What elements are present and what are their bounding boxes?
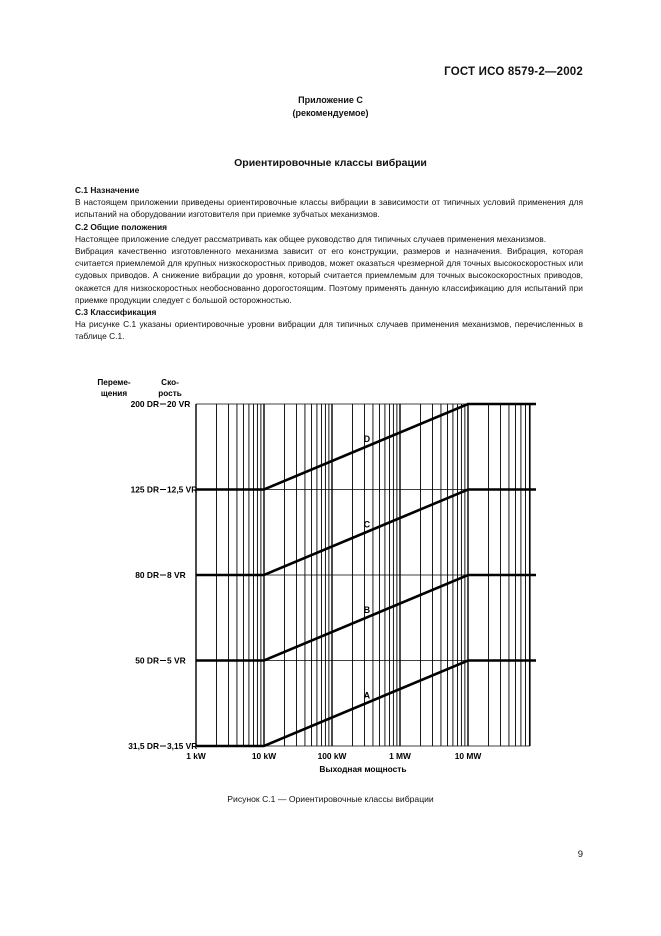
right-axis-tick-label: 20 VR (167, 399, 191, 409)
x-axis-tick-label: 100 kW (317, 751, 347, 761)
left-axis-title-line2: щения (100, 389, 128, 398)
series-line-b (196, 575, 536, 661)
right-axis-tick-label: 12,5 VR (167, 484, 198, 495)
right-axis-tick-label: 5 VR (167, 655, 186, 666)
right-axis-tick-label: 8 VR (167, 570, 186, 580)
right-axis-title-line2: рость (158, 389, 182, 398)
left-axis-tick-label: 125 DR (130, 484, 159, 495)
x-axis-tick-label: 1 MW (389, 751, 411, 761)
x-axis-tick-label: 1 kW (186, 751, 206, 761)
annex-name: Приложение С (298, 95, 363, 105)
left-axis-title-line1: Переме- (97, 378, 131, 387)
figure-caption: Рисунок С.1 — Ориентировочные классы вибрации (227, 794, 434, 804)
document-code: ГОСТ ИСО 8579-2—2002 (444, 66, 583, 78)
section-title: Ориентировочные классы вибрации (234, 157, 427, 169)
x-axis-tick-label: 10 MW (454, 751, 482, 761)
series-label: B (363, 605, 371, 616)
left-axis-tick-label: 50 DR (135, 655, 159, 666)
series-label: C (363, 519, 371, 530)
series-line-d (196, 404, 536, 490)
section-heading-c1: С.1 Назначение (75, 185, 140, 195)
chart-labels (97, 378, 481, 774)
annex-status: (рекомендуемое) (292, 108, 369, 118)
series-label: A (363, 690, 371, 701)
right-axis-tick-label: 3,15 VR (167, 741, 198, 751)
left-axis-tick-label: 80 DR (135, 570, 159, 580)
series-label: D (363, 434, 371, 445)
section-heading-c3: С.3 Классификация (75, 307, 157, 318)
left-axis-tick-label: 200 DR (130, 399, 159, 409)
right-axis-title-line1: Ско- (161, 378, 179, 387)
series-line-a (196, 661, 536, 747)
left-axis-tick-label: 31,5 DR (128, 741, 159, 751)
x-axis-tick-label: 10 kW (251, 751, 277, 761)
section-heading-c2: С.2 Общие положения (75, 221, 168, 232)
paragraph: На рисунке С.1 указаны ориентировочные уровни вибрации для типичных случаев применения механизмов, перечисленных в таблице С.1. (75, 319, 583, 342)
page-number: 9 (577, 849, 583, 860)
paragraph: Настоящее приложение следует рассматривать как общее руководство для типичных случаев применения механизмов. (75, 233, 547, 244)
x-axis-title: Выходная мощность (319, 764, 407, 774)
series-line-c (196, 490, 536, 576)
paragraph: В настоящем приложении приведены ориентировочные классы вибрации в зависимости от типичных условий применения для испытаний на оборудовании изготовителя при приемке зубчатых механизмов. (75, 197, 583, 220)
paragraph: Вибрация качественно изготовленного механизма зависит от его конструкции, размеров и назначения. Вибрация, которая считается приемлемой для крупных низкоскоростных приводов, может оказаться чрезмерной для точных высокоскоростных или судовых приводов. А снижение вибрации до уровня, который считается приемлемым для точных высокоскоростных приводов, окажется для низкоскоростных необоснованно дорогостоящим. Поэтому применять данную классификацию для испытаний при приемке продукции следует с большой осторожностью. (75, 246, 583, 305)
